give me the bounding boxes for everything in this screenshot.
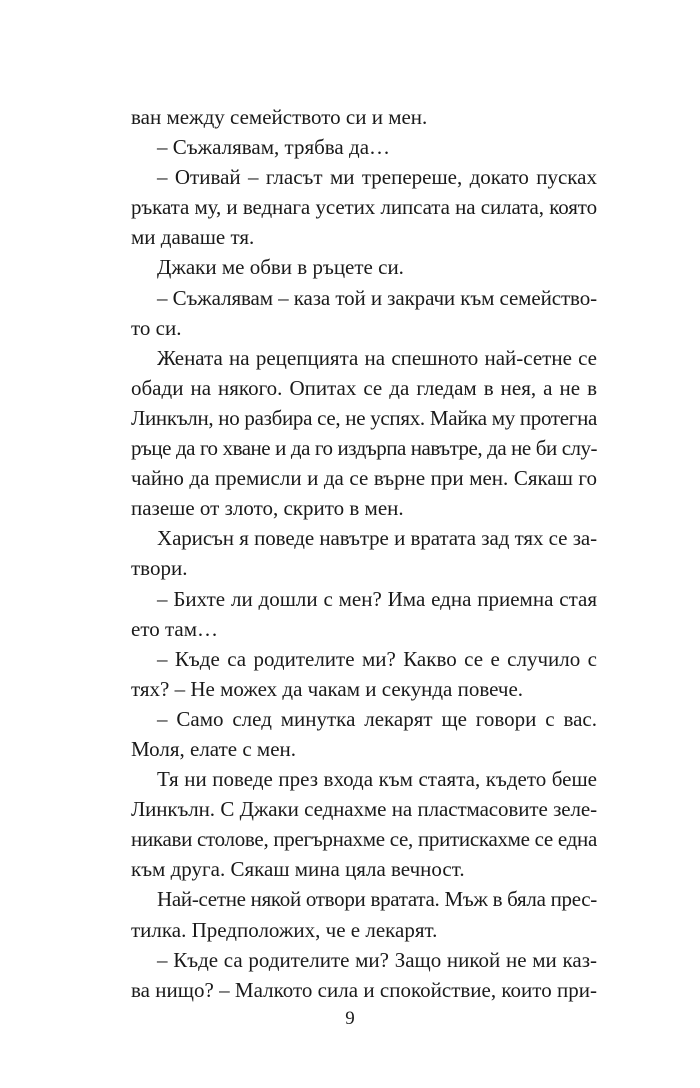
text-line: – Къде са родителите ми? Защо никой не ми каз-	[157, 947, 597, 972]
text-line: Харисън я поведе навътре и вратата зад тях се за-	[157, 526, 597, 551]
text-line: Линкълн. С Джаки седнахме на пластмасовите зеле-	[131, 797, 597, 822]
text-line: пазеше от злото, скрито в мен.	[131, 496, 404, 521]
text-line: обади на някого. Опитах се да гледам в нея, а не в	[131, 375, 597, 400]
text-line: – Съжалявам – каза той и закрачи към семейство-	[157, 285, 597, 310]
text-line: Най-сетне някой отвори вратата. Мъж в бяла прес-	[157, 887, 597, 912]
text-line: ми даваше тя.	[131, 225, 255, 250]
text-line: твори.	[131, 556, 188, 581]
text-line: Жената на рецепцията на спешното най-сетне се	[157, 345, 597, 370]
text-line: то си.	[131, 315, 182, 340]
text-line: ръце да го хване и да го издърпа навътре, да не би слу-	[131, 436, 597, 461]
text-line: Моля, елате с мен.	[131, 736, 297, 761]
text-line: Тя ни поведе през входа към стаята, където беше	[157, 767, 597, 792]
text-line: – Бихте ли дошли с мен? Има една приемна стая	[157, 586, 597, 611]
text-line: – Само след минутка лекарят ще говори с вас.	[157, 706, 597, 731]
text-line: към друга. Сякаш мина цяла вечност.	[131, 857, 465, 882]
text-line: ван между семейството си и мен.	[131, 105, 428, 129]
text-line: ръката му, и веднага усетих липсата на силата, която	[131, 195, 597, 220]
text-line: – Съжалявам, трябва да…	[157, 135, 391, 160]
text-line: тях? – Не можех да чакам и секунда повече.	[131, 676, 524, 701]
text-line: Джаки ме обви в ръцете си.	[157, 255, 404, 280]
text-line: ва нищо? – Малкото сила и спокойствие, които при-	[131, 977, 597, 1002]
text-line: – Отивай – гласът ми трепереше, докато пусках	[157, 165, 597, 190]
text-line: – Къде са родителите ми? Какво се е случило с	[157, 646, 597, 671]
text-line: ето там…	[131, 616, 219, 641]
text-line: никави столове, прегърнахме се, притискахме се една	[131, 827, 597, 852]
page-number: 9	[345, 1008, 355, 1029]
body-text	[131, 102, 597, 1005]
text-line: Линкълн, но разбира се, не успях. Майка му протегна	[131, 405, 598, 430]
text-line: чайно да премисли и да се върне при мен. Сякаш го	[131, 466, 597, 491]
text-line: тилка. Предположих, че е лекарят.	[131, 917, 438, 942]
